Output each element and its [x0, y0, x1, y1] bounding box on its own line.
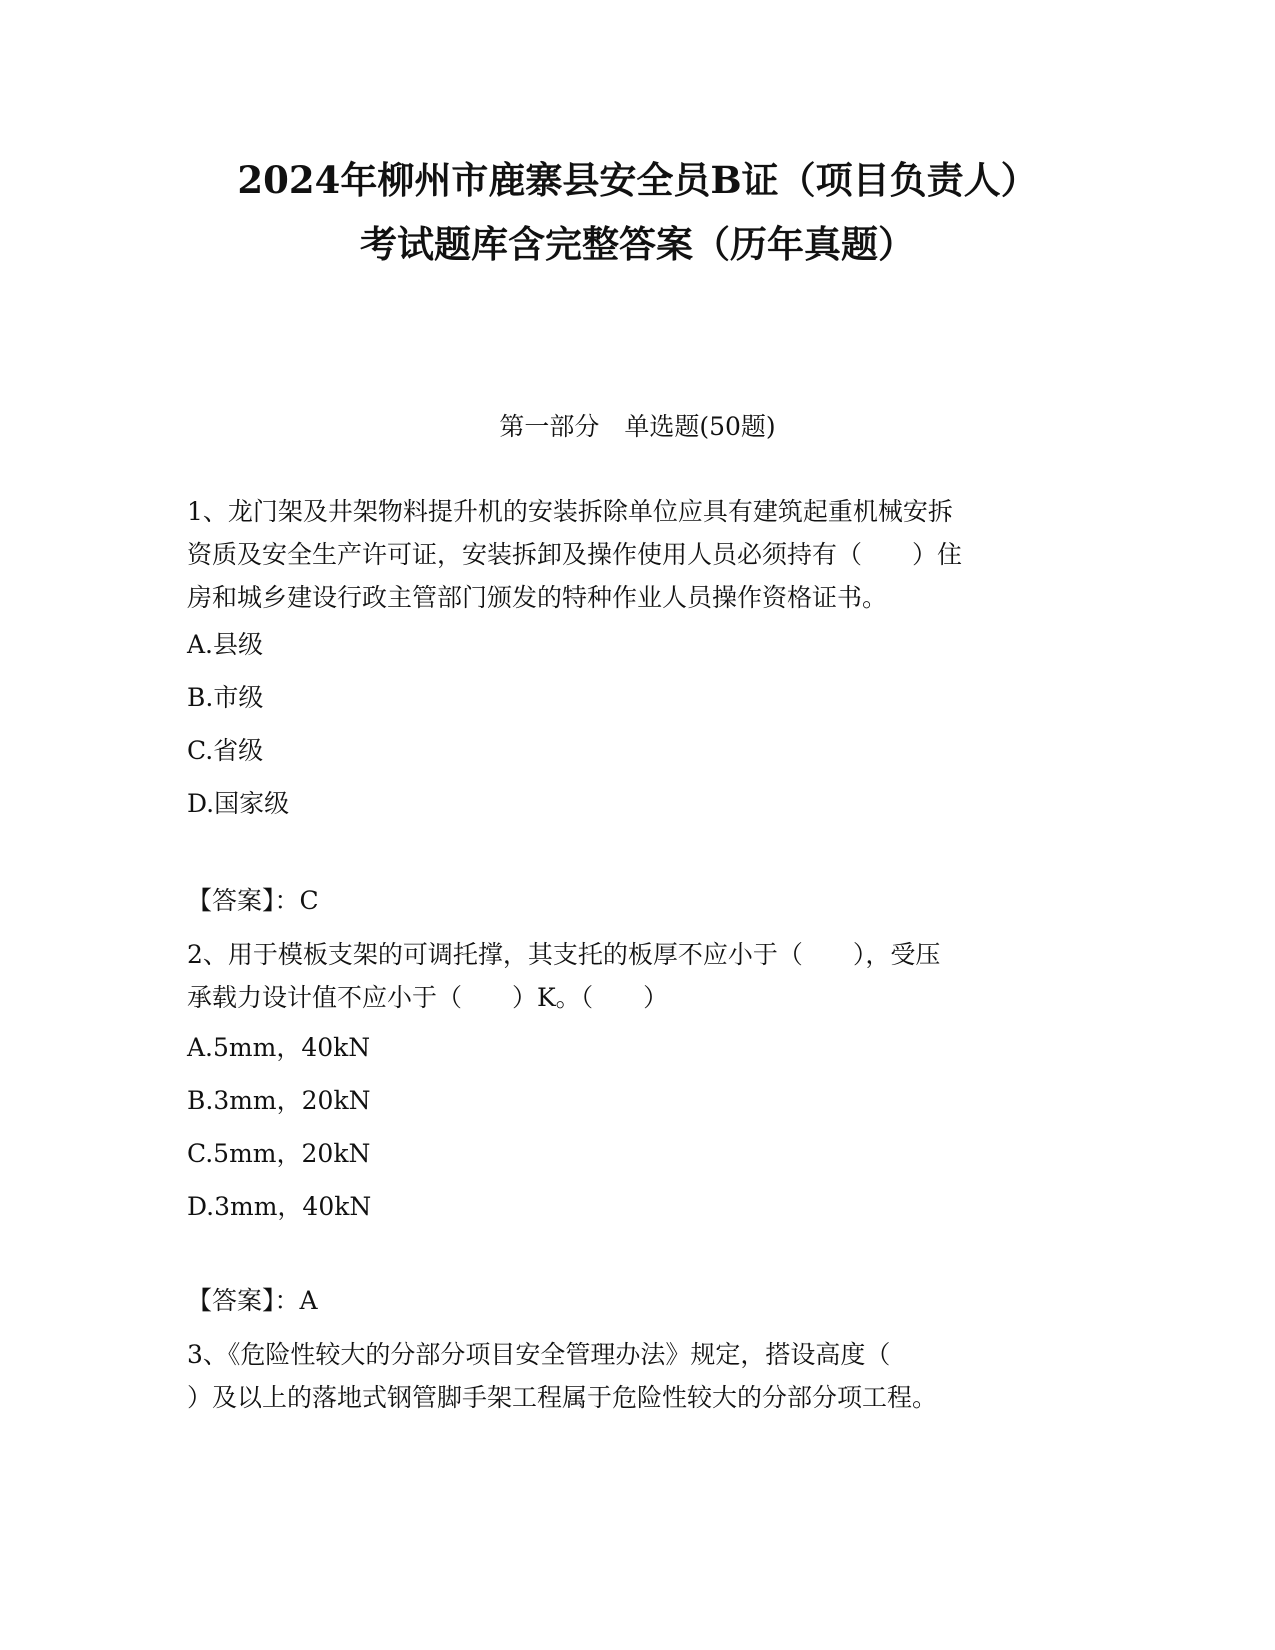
- question-2-option-d: D.3mm，40kN: [187, 1192, 372, 1221]
- question-2-answer: 【答案】：A: [187, 1286, 318, 1315]
- question-3-line-2: ）及以上的落地式钢管脚手架工程属于危险性较大的分部分项工程。: [187, 1383, 938, 1412]
- question-1-text: [187, 490, 1077, 619]
- question-1-option-b: B.市级: [187, 683, 264, 712]
- question-2-option-a: A.5mm，40kN: [187, 1033, 371, 1062]
- document-title: [150, 148, 1125, 276]
- title-line-1: 2024年柳州市鹿寨县安全员B证（项目负责人）: [237, 158, 1038, 202]
- question-3-line-1: 3、《危险性较大的分部分项目安全管理办法》规定，搭设高度（: [187, 1340, 891, 1369]
- question-1-option-c: C.省级: [187, 736, 264, 765]
- question-1-line-2: 资质及安全生产许可证，安装拆卸及操作使用人员必须持有（ ）住: [187, 540, 963, 569]
- section-heading: 第一部分 单选题(50题): [499, 412, 776, 441]
- question-1-line-3: 房和城乡建设行政主管部门颁发的特种作业人员操作资格证书。: [187, 583, 888, 612]
- question-2-text: [187, 933, 1077, 1019]
- question-2-option-b: B.3mm，20kN: [187, 1086, 371, 1115]
- question-2-line-1: 2、用于模板支架的可调托撑，其支托的板厚不应小于（ ），受压: [187, 940, 941, 969]
- question-1-line-1: 1、龙门架及井架物料提升机的安装拆除单位应具有建筑起重机械安拆: [187, 497, 953, 526]
- question-1-option-d: D.国家级: [187, 789, 290, 818]
- question-1-option-a: A.县级: [187, 630, 264, 659]
- question-1-answer: 【答案】：C: [187, 886, 319, 915]
- title-line-2: 考试题库含完整答案（历年真题）: [360, 222, 915, 266]
- question-2-option-c: C.5mm，20kN: [187, 1139, 371, 1168]
- question-3-text: [187, 1333, 1077, 1419]
- question-2-line-2: 承载力设计值不应小于（ ）K。（ ）: [187, 983, 669, 1012]
